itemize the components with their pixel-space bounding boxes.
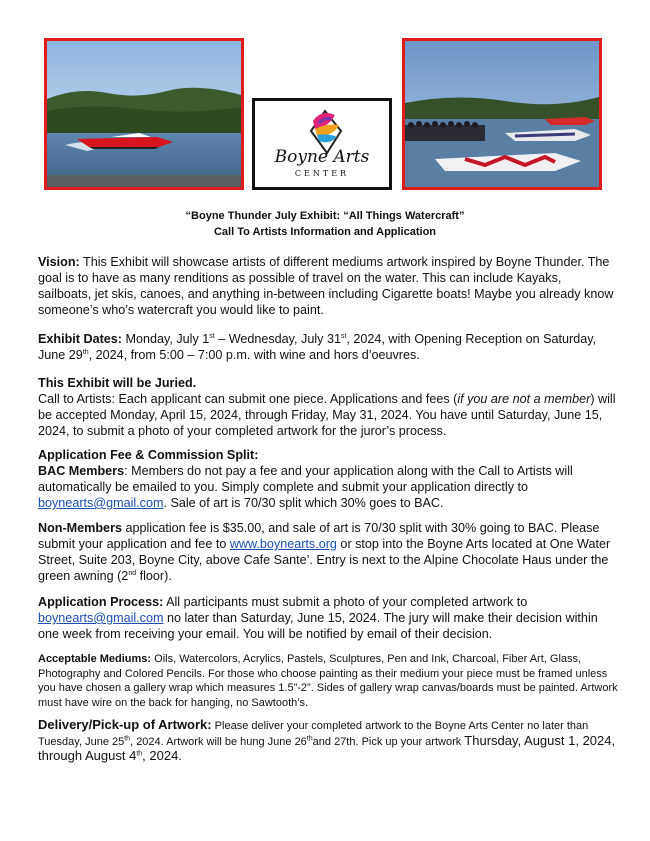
dates-text: , 2024, from 5:00 – 7:00 p.m. with wine and hors d’oeuvres. [88,348,420,362]
ordinal: th [82,348,89,356]
delivery-text: Please deliver your completed artwork to the Boyne Arts Center no later than Tuesday, June 25 [38,720,589,748]
application-process-label: Application Process: [38,595,164,609]
delivery-section [38,718,618,765]
speedboat-illustration [47,41,241,187]
mediums-text: Oils, Watercolors, Acrylics, Pastels, Sculptures, Pen and Ink, Charcoal, Fiber Art, Glass, Photography and Colored Pencils. For those who choose painting as their medium your piece must be framed unless you have chosen a gallery wrap which measures 1.5”-2”. Sides of gallery wrap canvas/boards must be painted. Artwork must have wire on the back for hanging, no Sawtooth’s. [38,653,618,709]
ordinal: nd [128,569,137,577]
logo-subtitle: CENTER [294,169,350,178]
ordinal: th [136,750,143,758]
boyne-arts-logo [252,98,392,190]
ordinal: th [306,734,313,742]
non-members-section [38,520,618,584]
dates-text: Monday, July 1 [121,332,210,346]
delivery-text: Thursday, August 1, 2024, through August 4 [38,732,616,763]
fee-heading: Application Fee & Commission Split: [38,448,259,462]
juried-italic-note: if you are not a member [457,392,591,406]
docked-boats-photo [402,38,602,190]
logo-wordmark: Boyne Arts [274,147,370,167]
ordinal: st [340,332,347,340]
non-members-label: Non-Members [38,521,122,535]
document-title: “Boyne Thunder July Exhibit: “All Things Watercraft” [185,210,465,222]
ordinal: th [124,734,131,742]
docked-boats-illustration [405,41,599,187]
juried-section [38,375,618,439]
vision-text: This Exhibit will showcase artists of different mediums artwork inspired by Boyne Thunder. The goal is to have as many renditions as possible of travel on the water. This can include Kayaks, sailboats, jet skis, canoes, and anything in-between including Cigarette boats! Maybe you already know someone’s who’s watercraft you would like to paint. [38,255,614,317]
members-text: . Sale of art is 70/30 split which 30% goes to BAC. [163,496,444,510]
process-text: no later than Saturday, June 15, 2024. The jury will make their decision within one week from receiving your email. You will be notified by email of their decision. [38,611,598,641]
members-text: : Members do not pay a fee and your application along with the Call to Artists will automatically be emailed to you. Simply complete and submit your application directly to [38,464,573,494]
non-members-text: application fee is $35.00, and sale of art is 70/30 split with 30% going to BAC. Please submit your application and fee to [38,521,600,551]
bac-members-label: BAC Members [38,464,125,478]
juried-text: Call to Artists: Each applicant can submit one piece. Applications and fees ( [38,392,458,406]
delivery-text: , 2024. [142,748,182,763]
mediums-label: Acceptable Mediums: [38,653,152,665]
vision-label: Vision: [38,255,80,269]
dates-text: – Wednesday, July 31 [214,332,341,346]
delivery-text: and 27th. Pick up your artwork [312,735,465,748]
juried-heading: This Exhibit will be Juried. [38,376,197,390]
email-link[interactable]: boynearts@gmail.com [38,496,164,510]
vision-section [38,254,618,318]
website-link[interactable]: www.boynearts.org [229,537,337,551]
mediums-section [38,652,618,710]
fee-section [38,447,618,511]
exhibit-dates-label: Exhibit Dates: [38,332,122,346]
process-text: All participants must submit a photo of your completed artwork to [163,595,528,609]
speedboat-photo [44,38,244,190]
dates-text: , 2024, with Opening Reception on Saturday, June 29 [38,332,597,362]
juried-text: ) will be accepted Monday, April 15, 2024, through Friday, May 31, 2024. You have until Saturday, June 15, 2024, to submit a photo of your completed artwork for the juror’s process. [38,392,616,438]
non-members-text: floor). [136,569,172,583]
email-link[interactable]: boynearts@gmail.com [38,611,164,625]
delivery-text: , 2024. Artwork will be hung June 26 [130,735,307,748]
document-subtitle: Call To Artists Information and Application [213,226,437,238]
non-members-text: or stop into the Boyne Arts located at One Water Street, Suite 203, Boyne City, above Cafe Sante’. Entry is next to the Alpine Chocolate Haus under the green awning (2 [38,537,611,583]
application-process-section [38,594,618,642]
ordinal: st [209,332,215,340]
delivery-label: Delivery/Pick-up of Artwork: [38,717,212,732]
exhibit-dates-section [38,331,618,363]
